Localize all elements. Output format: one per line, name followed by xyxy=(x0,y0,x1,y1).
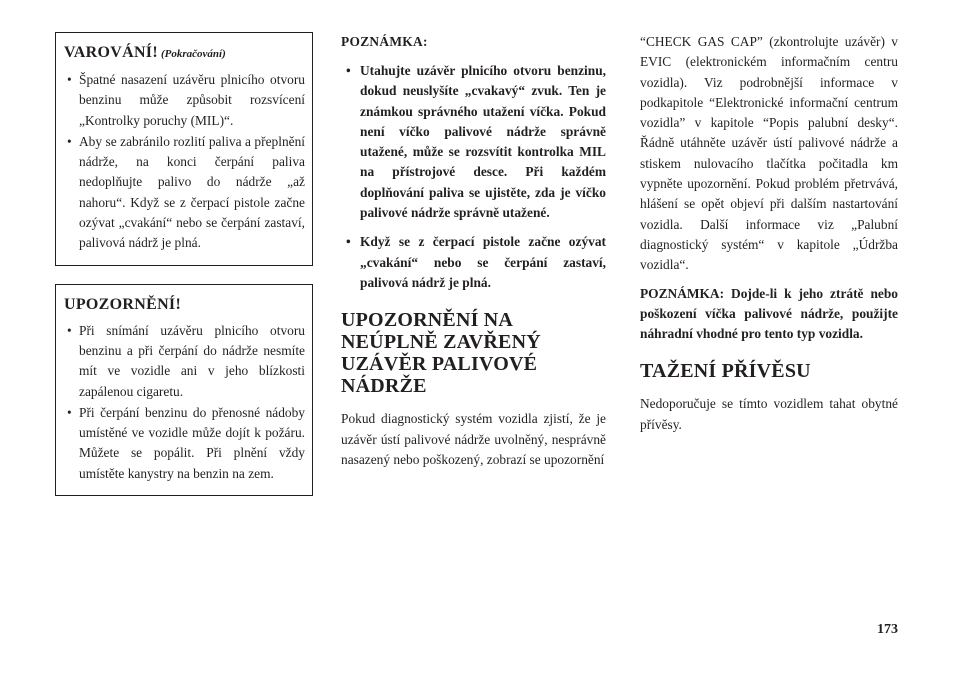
note-list xyxy=(341,61,606,293)
page-number: 173 xyxy=(877,622,898,637)
warning-list xyxy=(64,70,305,254)
caution-title: UPOZORNĚNÍ! xyxy=(64,295,182,313)
right-column xyxy=(640,32,898,443)
note-item: • Když se z čerpací pistole začne ozývat „cvakání“ nebo se čerpání zastaví, palivová nádrž je plná. xyxy=(341,232,606,293)
warning-continued-label: (Pokračování) xyxy=(160,48,226,60)
caution-item: • Při snímání uzávěru plnicího otvoru benzinu a při čerpání do nádrže nesmíte mít ve vozidle ani v jeho blízkosti zapálenou cigaretu. xyxy=(64,321,305,402)
towing-heading: TAŽENÍ PŘÍVĚSU xyxy=(640,360,811,383)
note-title: POZNÁMKA: xyxy=(341,34,428,49)
loose-cap-paragraph-continued: “CHECK GAS CAP” (zkontrolujte uzávěr) v EVIC (elektronickém informačním centru vozidla). Viz podrobnější informace v podkapitole “Elektronické informační centrum vozidla” v kapitole “Popis palubní desky“. Řádně utáhněte uzávěr ústí palivové nádrže a stiskem nulovacího tlačítka počitadla km vypněte upozornění. Pokud problém přetrvává, hlášení se opět objeví při dalším nastartování vozidla. Další informace viz „Palubní diagnostický systém“ v kapitole „Údržba vozidla“. xyxy=(640,34,898,273)
caution-box xyxy=(55,284,313,496)
warning-item: • Aby se zabránilo rozlití paliva a přeplnění nádrže, na konci čerpání paliva nedoplňujte palivo do nádrže „až nahoru“. Když se z čerpací pistole začne ozývat „cvakání“ nebo se čerpání zastaví, palivová nádrž je plná. xyxy=(64,132,305,254)
warning-title xyxy=(64,43,305,64)
loose-cap-paragraph-start: Pokud diagnostický systém vozidla zjistí, že je uzávěr ústí palivové nádrže uvolněný, nesprávně nasazený nebo poškozený, zobrazí se upozornění xyxy=(341,411,606,467)
loose-cap-note: POZNÁMKA: Dojde-li k jeho ztrátě nebo poškození víčka palivové nádrže, použijte náhradní vhodné pro tento typ vozidla. xyxy=(640,285,898,342)
loose-cap-heading: UPOZORNĚNÍ NA NEÚPLNĚ ZAVŘENÝ UZÁVĚR PALIVOVÉ NÁDRŽE xyxy=(341,309,541,398)
caution-item: • Při čerpání benzinu do přenosné nádoby umístěné ve vozidle může dojít k požáru. Můžete se popálit. Při plnění vždy umístěte kanystry na benzin na zem. xyxy=(64,403,305,484)
caution-list xyxy=(64,321,305,484)
note-item: • Utahujte uzávěr plnicího otvoru benzinu, dokud neuslyšíte „cvakavý“ zvuk. Ten je známkou správného utažení víčka. Pokud není víčko palivové nádrže správně utažené, může se rozsvítit kontrolka MIL na přístrojové desce. Při každém doplňování paliva se ujistěte, zda je víčko palivové nádrže správně utažené. xyxy=(341,61,606,223)
middle-column xyxy=(341,32,606,478)
warning-item: • Špatné nasazení uzávěru plnicího otvoru benzinu může způsobit rozsvícení „Kontrolky poruchy (MIL)“. xyxy=(64,70,305,131)
left-column xyxy=(55,32,313,496)
towing-paragraph: Nedoporučuje se tímto vozidlem tahat obytné přívěsy. xyxy=(640,396,898,432)
warning-box xyxy=(55,32,313,266)
warning-title-text: VAROVÁNÍ! xyxy=(64,44,158,61)
